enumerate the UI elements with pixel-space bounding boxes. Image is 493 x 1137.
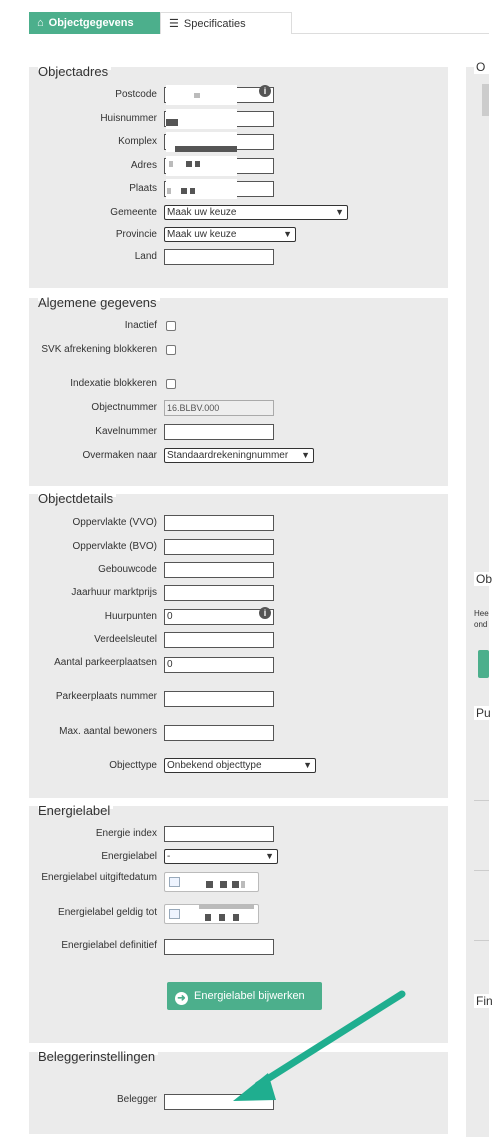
objectnummer-input: 16.BLBV.000 [164,400,274,416]
list-icon: ☰ [169,18,179,30]
algemeen-title: Algemene gegevens [38,295,160,310]
parkeerplaatsen-input[interactable]: 0 [164,657,274,673]
gemeente-select-value: Maak uw keuze [167,207,237,218]
plaats-label: Plaats [129,183,157,194]
bvo-label: Oppervlakte (BVO) [72,541,157,552]
indexatie-label: Indexatie blokkeren [70,378,157,389]
right-text-2: ond [474,620,488,629]
belegger-title: Beleggerinstellingen [38,1049,158,1064]
verdeelsleutel-label: Verdeelsleutel [94,634,157,645]
energielabel-label: Energielabel [101,851,157,862]
energie-index-label: Energie index [95,828,157,839]
tab-objectgegevens-label: Objectgegevens [48,17,134,29]
info-icon[interactable]: i [259,607,271,619]
arrow-right-circle-icon: ➜ [175,992,188,1005]
provincie-label: Provincie [115,229,157,240]
adres-label: Adres [130,160,157,171]
postcode-label: Postcode [115,89,157,100]
definitief-label: Energielabel definitief [61,940,157,951]
chevron-down-icon: ▼ [335,207,344,217]
gebouwcode-label: Gebouwcode [98,564,157,575]
kavelnummer-label: Kavelnummer [95,426,157,437]
overmaken-label: Overmaken naar [82,450,157,461]
energielabel-title: Energielabel [38,803,113,818]
overmaken-select-value: Standaardrekeningnummer [167,450,289,461]
chevron-down-icon: ▼ [283,229,292,239]
chevron-down-icon: ▼ [301,450,310,460]
objecttype-select-value: Onbekend objecttype [167,760,262,771]
energielabel-select-value: - [167,851,171,862]
chevron-down-icon: ▼ [303,760,312,770]
geldig-label: Energielabel geldig tot [58,907,157,918]
uitgifte-label: Energielabel uitgiftedatum [41,872,157,883]
parkeerplaatsen-label: Aantal parkeerplaatsen [54,657,157,668]
right-title-2: Ob [476,572,493,586]
land-label: Land [134,251,157,262]
bewoners-label: Max. aantal bewoners [59,726,157,737]
huisnummer-label: Huisnummer [100,113,157,124]
objectadres-title: Objectadres [38,64,111,79]
huurpunten-label: Huurpunten [104,611,157,622]
gemeente-label: Gemeente [110,207,157,218]
komplex-label: Komplex [118,136,157,147]
energielabel-bijwerken-label: Energielabel bijwerken [194,990,305,1002]
parkeerplaats-nummer-label: Parkeerplaats nummer [55,691,157,702]
huurpunten-input[interactable]: 0 [164,609,274,625]
right-title-4: Fin [476,994,493,1008]
belegger-label: Belegger [116,1094,157,1105]
home-icon: ⌂ [37,17,44,29]
objectdetails-title: Objectdetails [38,491,116,506]
info-icon[interactable]: i [259,85,271,97]
provincie-select-value: Maak uw keuze [167,229,237,240]
right-title-3: Pu [476,706,491,720]
svk-label: SVK afrekening blokkeren [41,344,157,355]
chevron-down-icon: ▼ [265,851,274,861]
right-text-1: Hee [474,609,489,618]
inactief-label: Inactief [124,320,157,331]
objectnummer-label: Objectnummer [91,402,157,413]
objecttype-label: Objecttype [109,760,157,771]
jaarhuur-label: Jaarhuur marktprijs [71,587,157,598]
vvo-label: Oppervlakte (VVO) [72,517,157,528]
right-title-1: O [474,60,489,74]
tab-specificaties-label: Specificaties [183,18,246,30]
